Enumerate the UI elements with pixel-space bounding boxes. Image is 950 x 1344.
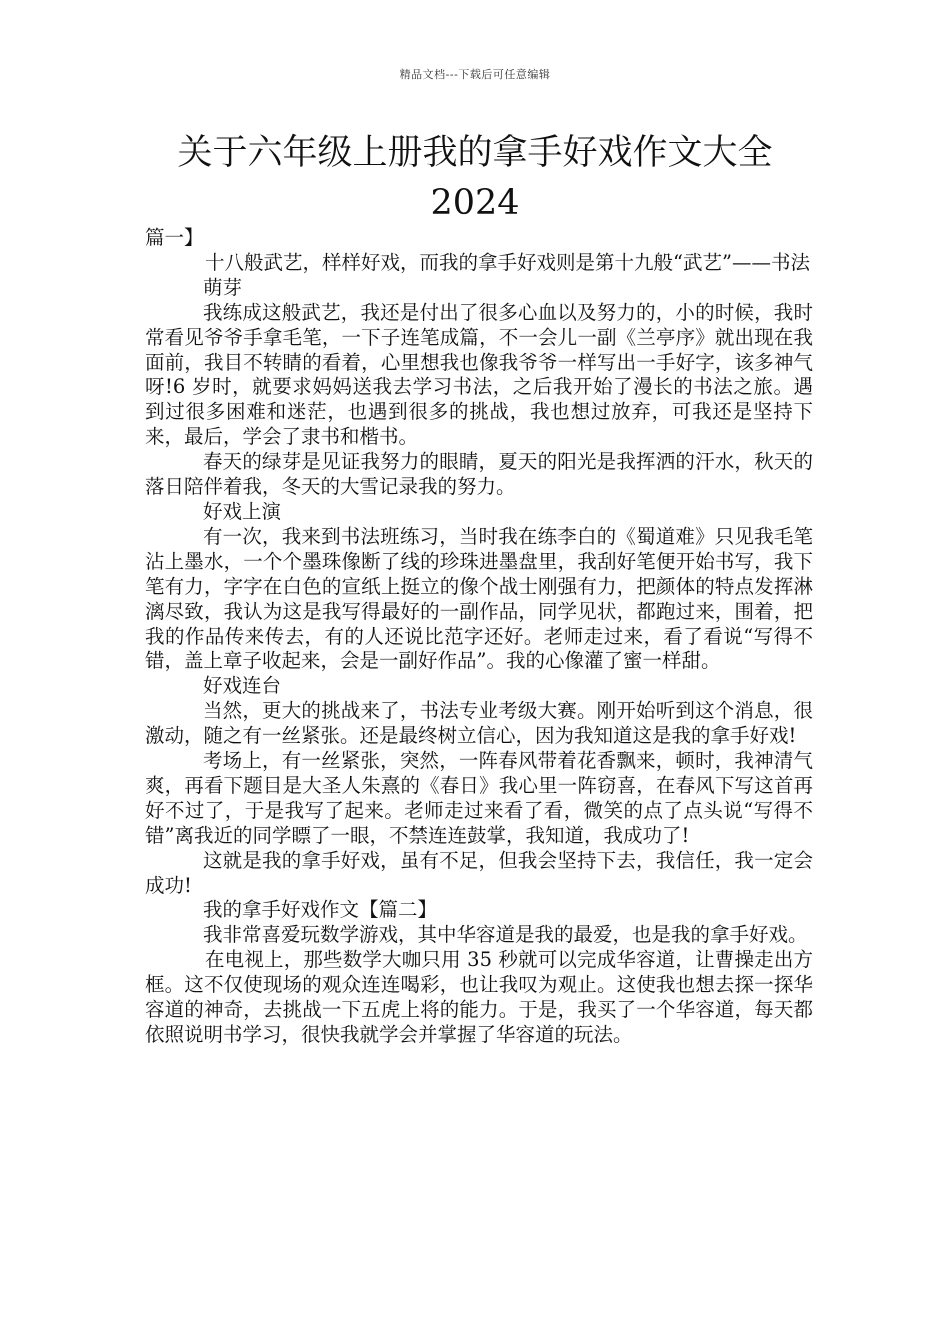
document-body [145, 226, 813, 1048]
paragraph: 好戏上演 [203, 499, 282, 523]
paragraph: 我的拿手好戏作文【篇二】 [203, 898, 438, 922]
document-title-year: 2024 [430, 183, 520, 223]
paragraph: 在电视上，那些数学大咖只用 35 秒就可以完成华容道，让曹操走出方框。这不仅使现场的观众连连喝彩，也让我叹为观止。这使我也想去探一探华容道的神奇，去挑战一下五虎上将的能力。于是，我买了一个华容道，每天都依照说明书学习，很快我就学会并掌握了华容道的玩法。 [145, 948, 813, 1046]
paragraph: 十八般武艺，样样好戏，而我的拿手好戏则是第十九般“武艺”——书法 [205, 250, 810, 274]
paragraph: 有一次，我来到书法班练习，当时我在练李白的《蜀道难》只见我毛笔沾上墨水，一个个墨珠像断了线的珍珠进墨盘里，我刮好笔便开始书写，我下笔有力，字字在白色的宣纸上挺立的像个战士刚强有力，把颜体的特点发挥淋漓尽致，我认为这是我写得最好的一副作品，同学见状，都跑过来，围着，把我的作品传来传去，有的人还说比范字还好。老师走过来，看了看说“写得不错，盖上章子收起来，会是一副好作品”。我的心像灌了蜜一样甜。 [145, 524, 813, 673]
paragraph: 考场上，有一丝紧张，突然，一阵春风带着花香飘来，顿时，我神清气爽，再看下题目是大圣人朱熹的《春日》我心里一阵窃喜，在春风下写这首再好不过了，于是我写了起来。老师走过来看了看，微笑的点了点头说“写得不错”离我近的同学瞟了一眼，不禁连连鼓掌，我知道，我成功了! [145, 749, 813, 847]
document-title: 关于六年级上册我的拿手好戏作文大全 [177, 133, 773, 173]
paragraph: 当然，更大的挑战来了，书法专业考级大赛。刚开始听到这个消息，很激动，随之有一丝紧张。还是最终树立信心，因为我知道这是我的拿手好戏! [145, 699, 813, 748]
paragraph: 春天的绿芽是见证我努力的眼睛，夏天的阳光是我挥洒的汗水，秋天的落日陪伴着我，冬天的大雪记录我的努力。 [145, 450, 813, 499]
header-note: 精品文档---下载后可任意编辑 [399, 68, 551, 81]
paragraph: 好戏连台 [203, 674, 282, 698]
paragraph: 萌芽 [203, 275, 243, 299]
paragraph: 我练成这般武艺，我还是付出了很多心血以及努力的，小的时候，我时常看见爷爷手拿毛笔，一下子连笔成篇，不一会儿一副《兰亭序》就出现在我面前，我目不转睛的看着，心里想我也像我爷爷一样写出一手好字，该多神气呀!6 岁时，就要求妈妈送我去学习书法，之后我开始了漫长的书法之旅。遇到过很多困难和迷茫，也遇到很多的挑战，我也想过放弃，可我还是坚持下来，最后，学会了隶书和楷书。 [145, 300, 813, 449]
paragraph: 我非常喜爱玩数学游戏，其中华容道是我的最爱，也是我的拿手好戏。 [203, 923, 808, 947]
paragraph: 篇一】 [145, 226, 204, 249]
paragraph: 这就是我的拿手好戏，虽有不足，但我会坚持下去，我信任，我一定会成功! [145, 848, 813, 897]
